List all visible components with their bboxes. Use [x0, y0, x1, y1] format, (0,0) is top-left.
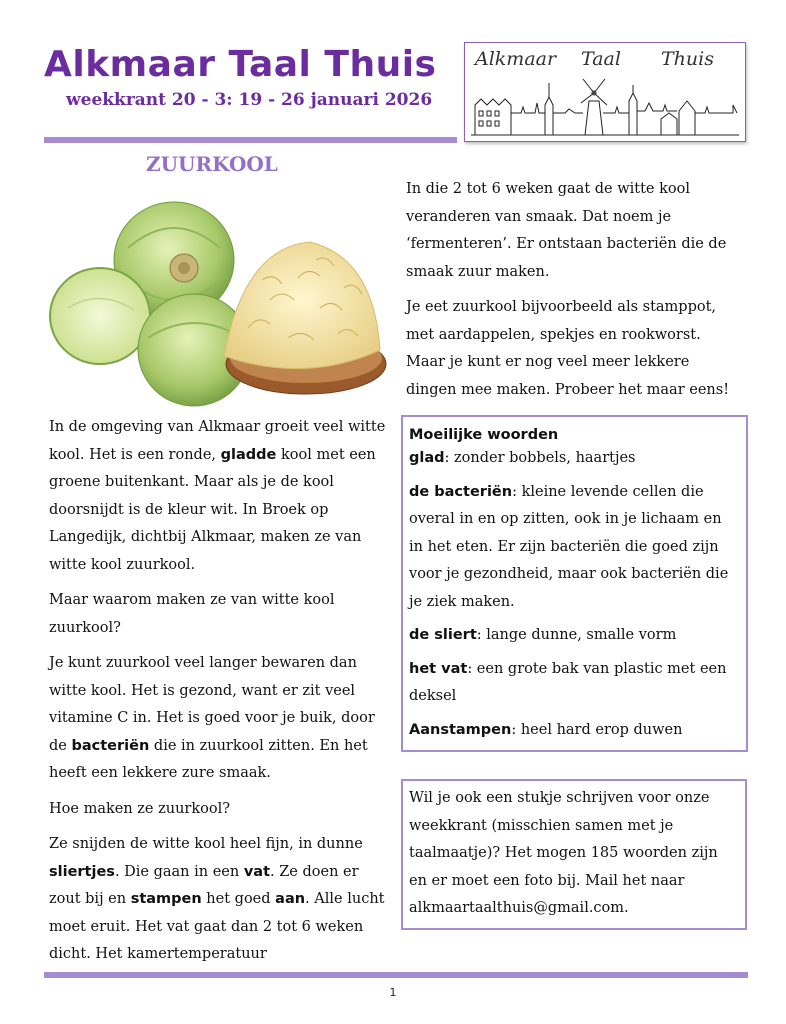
- glossary-term: het vat: [409, 660, 468, 677]
- article-right-column: [406, 176, 742, 412]
- submission-callout-text: Wil je ook een stukje schrijven voor onze weekkrant (misschien samen met je taalmaatje)? Het mogen 185 woorden zijn en er moet een foto bij. Mail het naar alkmaartaalthuis@gmail.com.: [409, 790, 718, 916]
- glossary-item: [409, 656, 740, 711]
- glossary-term: Aanstampen: [409, 721, 512, 738]
- header-divider: [44, 137, 457, 143]
- article-paragraph-4: Hoe maken ze zuurkool?: [49, 800, 231, 817]
- text-run: . Ze doen er zout bij en: [49, 863, 359, 907]
- logo-word-3: Thuis: [661, 48, 714, 70]
- article-headline: ZUURKOOL: [146, 152, 278, 176]
- glossary-item: [409, 717, 740, 745]
- highlighted-word-gladde: gladde: [220, 446, 277, 463]
- highlighted-word-vat: vat: [243, 863, 270, 880]
- highlighted-word-sliertjes: sliertjes: [49, 863, 115, 880]
- glossary-box: [401, 415, 748, 752]
- article-paragraph-5: [49, 831, 389, 969]
- newspaper-title: Alkmaar Taal Thuis: [44, 44, 437, 85]
- glossary-definition: : heel hard erop duwen: [511, 721, 683, 738]
- text-run: . Alle lucht moet eruit. Het vat gaat dan 2 tot 6 weken dicht. Het kamertemperatuur: [49, 891, 385, 962]
- glossary-item: [409, 445, 740, 473]
- article-paragraph-2: Maar waarom maken ze van witte kool zuurkool?: [49, 592, 335, 636]
- page-number: 1: [389, 986, 397, 999]
- glossary-title: Moeilijke woorden: [409, 427, 559, 443]
- logo: [464, 42, 746, 142]
- glossary-definition: : zonder bobbels, haartjes: [444, 450, 636, 466]
- glossary-definition: : kleine levende cellen die overal in en op zitten, ook in je lichaam en in het eten. Er zijn bacteriën die goed zijn voor je gezondheid, maar ook bacteriën die je ziek maken.: [409, 483, 729, 610]
- glossary-item: [409, 479, 740, 617]
- text-run: . Die gaan in een: [114, 863, 244, 880]
- article-paragraph-7: Je eet zuurkool bijvoorbeeld als stamppot, met aardappelen, spekjes en rookworst. Maar je kunt er nog veel meer lekkere dingen mee maken. Probeer het maar eens!: [406, 299, 730, 398]
- article-left-column: [49, 414, 389, 977]
- issue-subtitle: weekkrant 20 - 3: 19 - 26 januari 2026: [66, 90, 433, 110]
- article-paragraph-3: [49, 650, 389, 788]
- logo-word-1: Alkmaar: [475, 48, 557, 70]
- highlighted-word-stampen: stampen: [130, 891, 202, 907]
- text-run: Je kunt zuurkool veel langer bewaren dan witte kool. Het is gezond, want er zit veel vitamine C in. Het is goed voor je buik, door de: [49, 655, 375, 754]
- glossary-definition: : een grote bak van plastic met een deksel: [409, 660, 727, 704]
- skyline-logo-icon: [465, 43, 745, 141]
- cabbage-sauerkraut-photo: [48, 188, 388, 412]
- glossary-term: de sliert: [409, 627, 477, 643]
- highlighted-word-bacterien: bacteriën: [71, 737, 150, 754]
- text-run: die in zuurkool zitten. En het heeft een lekkere zure smaak.: [49, 737, 368, 781]
- logo-word-2: Taal: [581, 48, 621, 70]
- highlighted-word-aan: aan: [275, 891, 306, 907]
- glossary-definition: : lange dunne, smalle vorm: [476, 627, 677, 643]
- text-run: Ze snijden de witte kool heel fijn, in dunne: [49, 836, 363, 852]
- glossary-item: [409, 622, 740, 650]
- submission-callout-box: [401, 779, 747, 930]
- article-paragraph-6: In die 2 tot 6 weken gaat de witte kool veranderen van smaak. Dat noem je ‘fermenteren’. Er ontstaan bacteriën die de smaak zuur maken.: [406, 181, 727, 280]
- glossary-term: de bacteriën: [409, 483, 513, 500]
- glossary-term: glad: [409, 450, 445, 466]
- text-run: kool met een groene buitenkant. Maar als je de kool doorsnijdt is de kleur wit. In Broek op Langedijk, dichtbij Alkmaar, maken ze van witte kool zuurkool.: [49, 446, 376, 573]
- footer-divider: [44, 972, 748, 978]
- article-paragraph-1: [49, 414, 389, 579]
- text-run: het goed: [201, 891, 276, 907]
- text-run: In de omgeving van Alkmaar groeit veel witte kool. Het is een ronde,: [49, 419, 386, 463]
